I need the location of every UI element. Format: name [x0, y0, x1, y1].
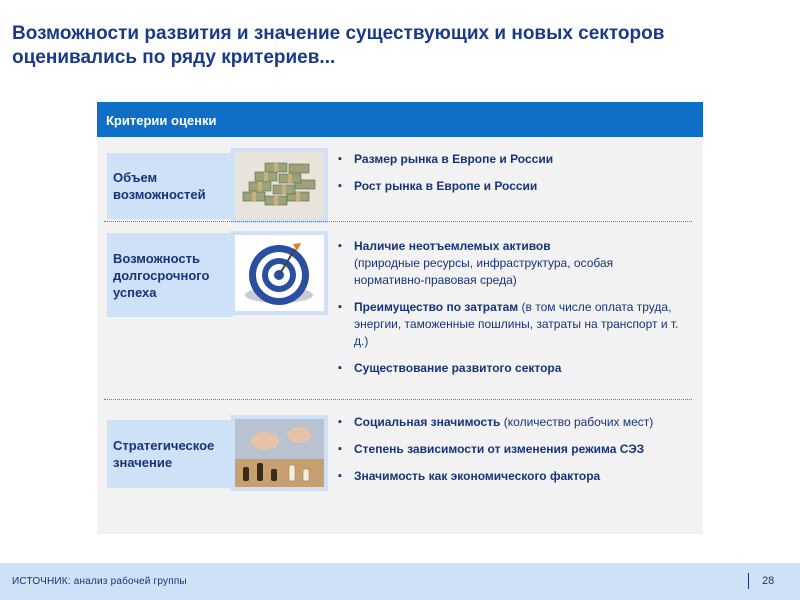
- list-item: ▪ Социальная значимость (количество рабочих мест): [336, 414, 681, 431]
- slide-title: Возможности развития и значение существующих и новых секторов оценивались по ряду критериев...: [12, 23, 665, 68]
- footer: [0, 563, 800, 600]
- list-item: ▪ Степень зависимости от изменения режима СЭЗ: [336, 441, 681, 458]
- list-item: ▪ Преимущество по затратам (в том числе оплата труда, энергии, таможенные пошлины, затраты на транспорт и т. д.): [336, 299, 681, 350]
- divider: [104, 221, 692, 222]
- criterion-items-strategic: [336, 414, 681, 495]
- chess-game-photo: [231, 415, 328, 491]
- source-note: ИСТОЧНИК: анализ рабочей группы: [12, 576, 187, 587]
- criterion-label-longterm: Возможность долгосрочного успеха: [107, 233, 233, 317]
- criterion-label-volume: Объем возможностей: [107, 153, 233, 219]
- panel-header-label: Критерии оценки: [106, 113, 217, 128]
- list-item: ▪ Размер рынка в Европе и России: [336, 151, 681, 168]
- money-stacks-photo: [231, 148, 328, 223]
- target-dartboard-photo: [231, 231, 328, 315]
- divider: [104, 399, 692, 400]
- target-icon: [235, 235, 324, 311]
- criterion-items-volume: [336, 151, 681, 205]
- list-item: ▪ Рост рынка в Европе и России: [336, 178, 681, 195]
- chess-icon: [235, 419, 324, 487]
- page-number: 28: [762, 575, 775, 587]
- list-item: ▪ Значимость как экономического фактора: [336, 468, 681, 485]
- money-stacks-icon: [235, 152, 324, 219]
- list-item: ▪ Существование развитого сектора: [336, 360, 681, 377]
- list-item: ▪ Наличие неотъемлемых активов (природные ресурсы, инфраструктура, особая нормативно-правовая среда): [336, 238, 681, 289]
- criterion-items-longterm: [336, 238, 681, 387]
- panel-header: [97, 102, 703, 137]
- criterion-label-strategic: Стратегическое значение: [107, 420, 233, 488]
- footer-separator: [748, 573, 749, 589]
